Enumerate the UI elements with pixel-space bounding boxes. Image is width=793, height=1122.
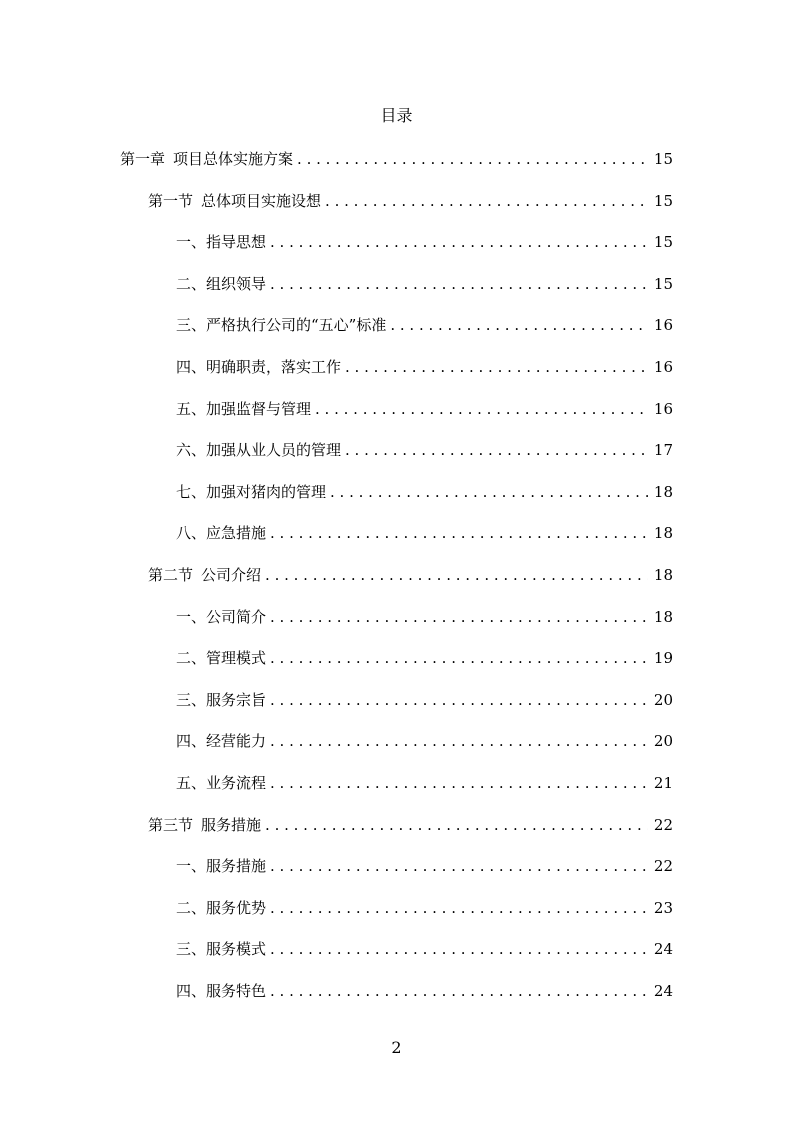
toc-entry-page: 15 [653,233,673,252]
toc-entry-text: 二、管理模式 [176,649,267,668]
toc-entry-page: 16 [653,358,673,376]
toc-entry-heading [176,355,341,379]
toc-entry-row[interactable] [148,189,673,213]
toc-entry-text: 三、服务宗旨 [176,690,267,709]
toc-entry-row[interactable] [176,896,673,920]
toc-entry[interactable] [0,563,793,587]
toc-entry-page: 16 [653,399,673,418]
toc-entry-heading [176,272,266,296]
toc-entry[interactable] [0,646,793,670]
toc-entry[interactable] [0,854,793,878]
toc-entry-row[interactable] [176,230,673,254]
toc-entry-row[interactable] [176,605,673,629]
toc-entry-heading [176,605,266,629]
toc-entry[interactable] [0,521,793,545]
toc-entry-text: 五、加强监督与管理 [176,399,312,418]
toc-entry-heading [148,813,261,837]
page-number: 2 [391,1038,402,1057]
toc-entry-row[interactable] [148,813,673,837]
toc-dot-leader [266,272,648,296]
toc-entry[interactable] [0,937,793,961]
toc-dot-leader [266,521,648,545]
toc-entry-page: 15 [653,150,673,168]
toc-entry-page: 15 [653,191,673,210]
toc-entry[interactable] [0,771,793,795]
toc-entry-row[interactable] [176,438,673,462]
toc-entry-label: 第二节 [148,566,194,584]
toc-entry-page: 20 [653,690,673,709]
toc-entry-page: 23 [653,898,673,917]
toc-entry-text: 六、加强从业人员的管理 [176,441,342,460]
toc-entry-text: 四、服务特色 [176,982,267,1000]
toc-dot-leader [293,147,648,171]
toc-entry-row[interactable] [176,397,673,421]
toc-title: 目录 [380,106,413,125]
toc-entry[interactable] [0,813,793,837]
toc-entry[interactable] [0,480,793,504]
toc-dot-leader [266,937,648,961]
toc-entry[interactable] [0,189,793,213]
toc-entry-text: 四、经营能力 [176,732,267,751]
toc-entry-text: 公司介绍 [201,566,262,584]
toc-entry-label: 第三节 [148,815,194,834]
toc-entry[interactable] [0,313,793,337]
toc-dot-leader [266,646,648,670]
toc-entry-page: 21 [653,774,673,792]
toc-dot-leader [266,729,648,753]
toc-entry-heading [176,397,311,421]
toc-entry[interactable] [0,272,793,296]
toc-entry[interactable] [0,230,793,254]
toc-entry-text: 服务措施 [201,815,262,834]
toc-dot-leader [386,313,648,337]
toc-entry-text: 四、明确职责，落实工作 [176,358,342,376]
toc-entry-heading [148,189,321,213]
toc-entry-page: 22 [653,815,673,834]
toc-entry[interactable] [0,397,793,421]
toc-entry-row[interactable] [176,729,673,753]
toc-dot-leader [311,397,648,421]
toc-entry-page: 15 [653,274,673,293]
toc-entry-row[interactable] [176,272,673,296]
toc-entry-heading [148,563,261,587]
toc-entry-heading [176,896,266,920]
toc-entry-row[interactable] [176,480,673,504]
toc-entry-page: 18 [653,566,673,584]
toc-entry-text: 项目总体实施方案 [173,150,294,168]
toc-dot-leader [341,355,648,379]
toc-entry-label: 第一章 [120,150,166,168]
toc-entry[interactable] [0,979,793,1003]
toc-entry-heading [176,688,266,712]
toc-entry-page: 17 [653,441,673,460]
toc-entry-heading [120,147,293,171]
toc-entry-heading [176,230,266,254]
toc-dot-leader [266,605,648,629]
toc-entry-page: 19 [653,649,673,668]
toc-entry-page: 20 [653,732,673,751]
toc-entry[interactable] [0,147,793,171]
toc-entry-text: 三、严格执行公司的“五心”标准 [176,316,387,335]
toc-dot-leader [261,563,648,587]
toc-entry-page: 18 [653,482,673,501]
toc-entry-row[interactable] [176,313,673,337]
toc-entry-text: 八、应急措施 [176,524,267,543]
toc-entry-row[interactable] [176,771,673,795]
toc-entry-row[interactable] [176,646,673,670]
toc-entry-heading [176,313,386,337]
toc-entry-page: 18 [653,607,673,626]
toc-entry-text: 总体项目实施设想 [201,191,322,210]
toc-entry-row[interactable] [176,937,673,961]
toc-entry-row[interactable] [120,147,673,171]
toc-entry-row[interactable] [176,688,673,712]
toc-dot-leader [261,813,648,837]
toc-entry[interactable] [0,729,793,753]
toc-entry[interactable] [0,355,793,379]
toc-entry-row[interactable] [176,979,673,1003]
toc-entry-row[interactable] [176,854,673,878]
toc-entry-row[interactable] [176,521,673,545]
toc-entry-page: 16 [653,316,673,335]
toc-dot-leader [266,854,648,878]
toc-dot-leader [266,771,648,795]
toc-entry-heading [176,521,266,545]
toc-dot-leader [266,979,648,1003]
toc-entry-text: 一、指导思想 [176,233,267,252]
toc-entry-text: 五、业务流程 [176,774,267,792]
toc-dot-leader [266,896,648,920]
toc-entry-page: 24 [653,982,673,1000]
toc-entry-heading [176,480,326,504]
toc-entry-page: 24 [653,940,673,959]
toc-entry-page: 18 [653,524,673,543]
toc-entry-heading [176,854,266,878]
toc-entry[interactable] [0,438,793,462]
toc-dot-leader [341,438,648,462]
toc-entry-heading [176,937,266,961]
toc-entry-heading [176,771,266,795]
toc-entry-text: 一、服务措施 [176,857,267,876]
toc-entry-text: 二、服务优势 [176,898,267,917]
toc-entry-heading [176,729,266,753]
toc-entry-text: 二、组织领导 [176,274,267,293]
toc-entry-page: 22 [653,857,673,876]
toc-entry[interactable] [0,605,793,629]
toc-entry-text: 一、公司简介 [176,607,267,626]
toc-entry-heading [176,438,341,462]
toc-entry-label: 第一节 [148,191,194,210]
toc-entry[interactable] [0,896,793,920]
toc-entry[interactable] [0,688,793,712]
toc-entry-row[interactable] [148,563,673,587]
toc-dot-leader [266,688,648,712]
toc-dot-leader [266,230,648,254]
toc-entry-heading [176,646,266,670]
toc-dot-leader [326,480,648,504]
toc-entry-text: 三、服务模式 [176,940,267,959]
toc-dot-leader [321,189,648,213]
toc-entry-text: 七、加强对猪肉的管理 [176,482,327,501]
toc-entry-heading [176,979,266,1003]
toc-entry-row[interactable] [176,355,673,379]
